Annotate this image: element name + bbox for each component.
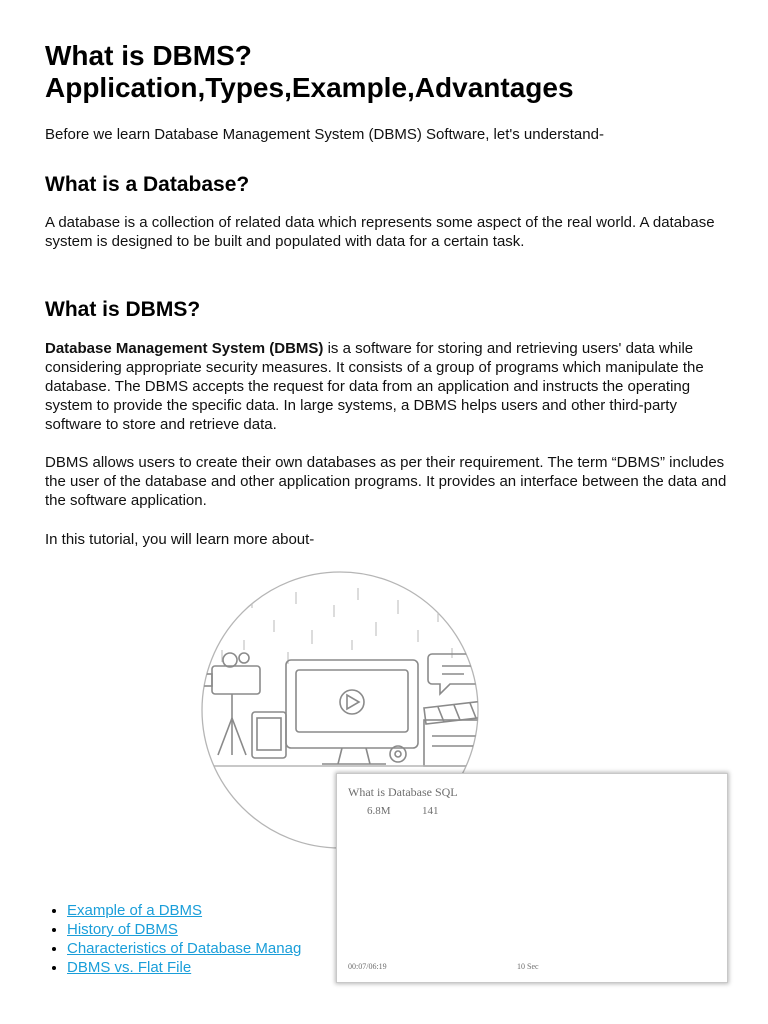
video-timestamp: 00:07/06:19 (348, 962, 387, 971)
list-item (67, 939, 301, 958)
video-title: What is Database SQL (348, 785, 458, 799)
title-line-1: What is DBMS? (45, 40, 252, 71)
list-item (67, 958, 301, 977)
database-heading: What is a Database? (45, 173, 250, 196)
toc-link-flat-file[interactable]: DBMS vs. Flat File (67, 959, 192, 976)
list-item (67, 920, 301, 939)
dbms-paragraph-2: DBMS allows users to create their own databases as per their requirement. The term “DBMS” includes the user of the database and other application programs. It provides an interface between the data and the software application. (45, 454, 727, 509)
toc-link-example[interactable]: Example of a DBMS (67, 902, 203, 919)
dbms-heading: What is DBMS? (45, 298, 201, 321)
toc-link-characteristics[interactable]: Characteristics of Database Manag (67, 940, 302, 957)
dbms-paragraph-1-rest: is a software for storing and retrieving users' data while considering appropriate security measures. It consists of a group of programs which manipulate the database. The DBMS accepts the request for data from an application and instructs the operating system to provide the specific data. In large systems, a DBMS helps users and other third-party software to store and retrieve data. (45, 340, 704, 433)
dbms-paragraph-1 (45, 339, 730, 434)
toc-link-history[interactable]: History of DBMS (67, 921, 178, 938)
video-likes: 141 (422, 805, 439, 817)
toc-list (45, 901, 301, 977)
dbms-bold-lead: Database Management System (DBMS) (45, 340, 324, 357)
video-skip-button[interactable]: 10 Sec (517, 962, 539, 971)
page-title (45, 40, 574, 104)
list-item (67, 901, 301, 920)
video-player[interactable] (336, 773, 728, 983)
database-paragraph: A database is a collection of related data which represents some aspect of the real world. A database system is designed to be built and populated with data for a certain task. (45, 214, 715, 250)
video-views: 6.8M (367, 805, 391, 817)
tutorial-intro: In this tutorial, you will learn more about- (45, 531, 315, 548)
intro-paragraph: Before we learn Database Management System (DBMS) Software, let's understand- (45, 126, 604, 143)
title-line-2: Application,Types,Example,Advantages (45, 72, 574, 103)
